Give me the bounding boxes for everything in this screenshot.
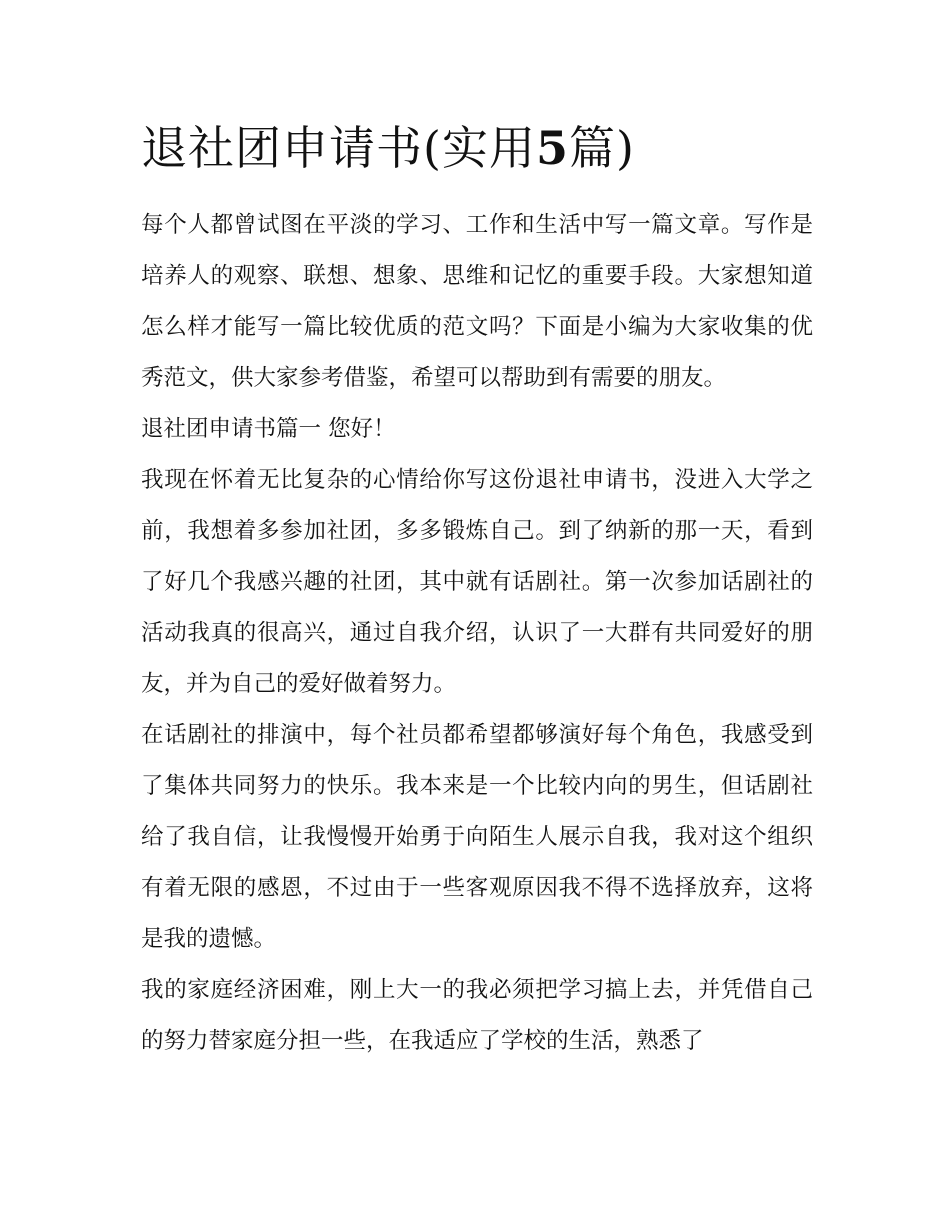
title-part-4: 篇) [568, 121, 635, 175]
title-part-3: 5 [535, 121, 569, 175]
paragraph-intro: 每个人都曾试图在平淡的学习、工作和生活中写一篇文章。写作是培养人的观察、联想、想象、思维和记忆的重要手段。大家想知道怎么样才能写一篇比较优质的范文吗？下面是小编为大家收集的优秀范文，供大家参考借鉴，希望可以帮助到有需要的朋友。 [141, 212, 813, 391]
title-part-1: 退社团申请书( [141, 121, 442, 175]
paragraph-1: 我现在怀着无比复杂的心情给你写这份退社申请书，没进入大学之前，我想着多参加社团，多多锻炼自己。到了纳新的那一天，看到了好几个我感兴趣的社团，其中就有话剧社。第一次参加话剧社的活动我真的很高兴，通过自我介绍，认识了一大群有共同爱好的朋友，并为自己的爱好做着努力。 [141, 467, 813, 697]
title-part-2: 实用 [441, 121, 536, 175]
paragraph-heading-greeting: 退社团申请书篇一 您好！ [141, 416, 396, 442]
document-body [141, 200, 813, 1067]
paragraph-2: 在话剧社的排演中，每个社员都希望都够演好每个角色，我感受到了集体共同努力的快乐。我本来是一个比较内向的男生，但话剧社给了我自信，让我慢慢开始勇于向陌生人展示自我，我对这个组织有着无限的感恩，不过由于一些客观原因我不得不选择放弃，这将是我的遗憾。 [141, 722, 813, 952]
paragraph-3: 我的家庭经济困难，刚上大一的我必须把学习搞上去，并凭借自己的努力替家庭分担一些，在我适应了学校的生活，熟悉了 [141, 977, 813, 1054]
document-title [141, 118, 813, 178]
document-content [141, 118, 813, 1067]
